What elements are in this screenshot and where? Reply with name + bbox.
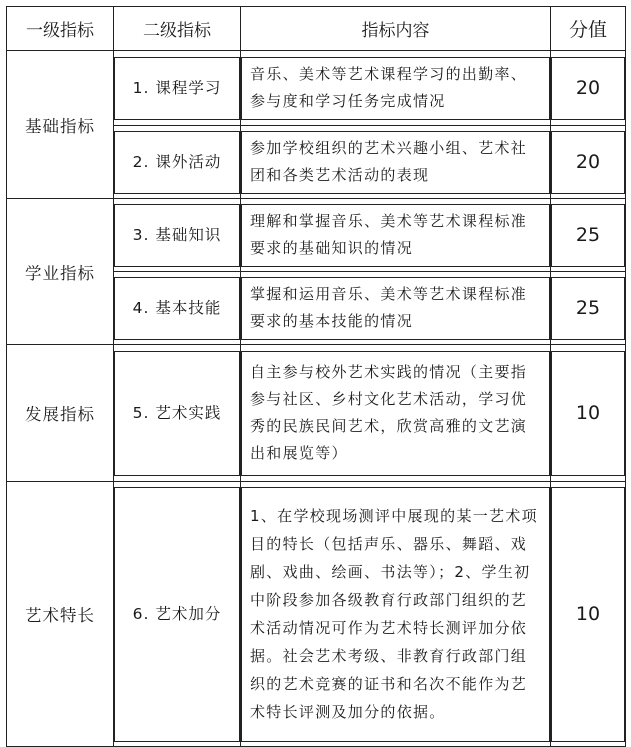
header-level1: 一级指标 [7,7,114,51]
indicator-content: 理解和掌握音乐、美术等艺术课程标准要求的基础知识的情况 [241,204,550,267]
group-development: 发展指标 [7,345,114,482]
group-academic: 学业指标 [7,199,114,345]
indicator-content: 1、在学校现场测评中展现的某一艺术项目的特长（包括声乐、器乐、舞蹈、戏剧、戏曲、绘画、书法等）；2、学生初中阶段参加各级教育行政部门组织的艺术活动情况可作为艺术特长测评加分依据。社会艺术考级、非教育行政部门组织的艺术竞赛的证书和名次不能作为艺术特长评测及加分的依据。 [241,487,550,742]
table-row [7,199,626,272]
indicator-score: 25 [551,277,625,340]
indicator-score: 20 [551,131,625,194]
indicator-label: 1. 课程学习 [114,57,240,120]
indicator-label: 5. 艺术实践 [114,351,240,476]
indicator-content: 参加学校组织的艺术兴趣小组、艺术社团和各类艺术活动的表现 [241,131,550,194]
indicator-score: 10 [551,351,625,476]
indicator-content: 自主参与校外艺术实践的情况（主要指参与社区、乡村文化艺术活动，学习优秀的民族民间艺术，欣赏高雅的文艺演出和展览等） [241,351,550,476]
group-special: 艺术特长 [7,482,114,747]
indicator-content: 音乐、美术等艺术课程学习的出勤率、参与度和学习任务完成情况 [241,57,550,120]
table-row [7,482,626,747]
evaluation-table [6,6,626,747]
table-row [7,51,626,126]
indicator-score: 10 [551,487,625,742]
indicator-score: 20 [551,57,625,120]
indicator-content: 掌握和运用音乐、美术等艺术课程标准要求的基本技能的情况 [241,277,550,340]
indicator-label: 6. 艺术加分 [114,487,240,742]
group-basic: 基础指标 [7,51,114,199]
indicator-label: 4. 基本技能 [114,277,240,340]
header-score: 分值 [551,7,626,51]
indicator-label: 2. 课外活动 [114,131,240,194]
indicator-label: 3. 基础知识 [114,204,240,267]
header-content: 指标内容 [241,7,551,51]
indicator-score: 25 [551,204,625,267]
header-row [7,7,626,51]
header-level2: 二级指标 [114,7,241,51]
table-row [7,345,626,482]
